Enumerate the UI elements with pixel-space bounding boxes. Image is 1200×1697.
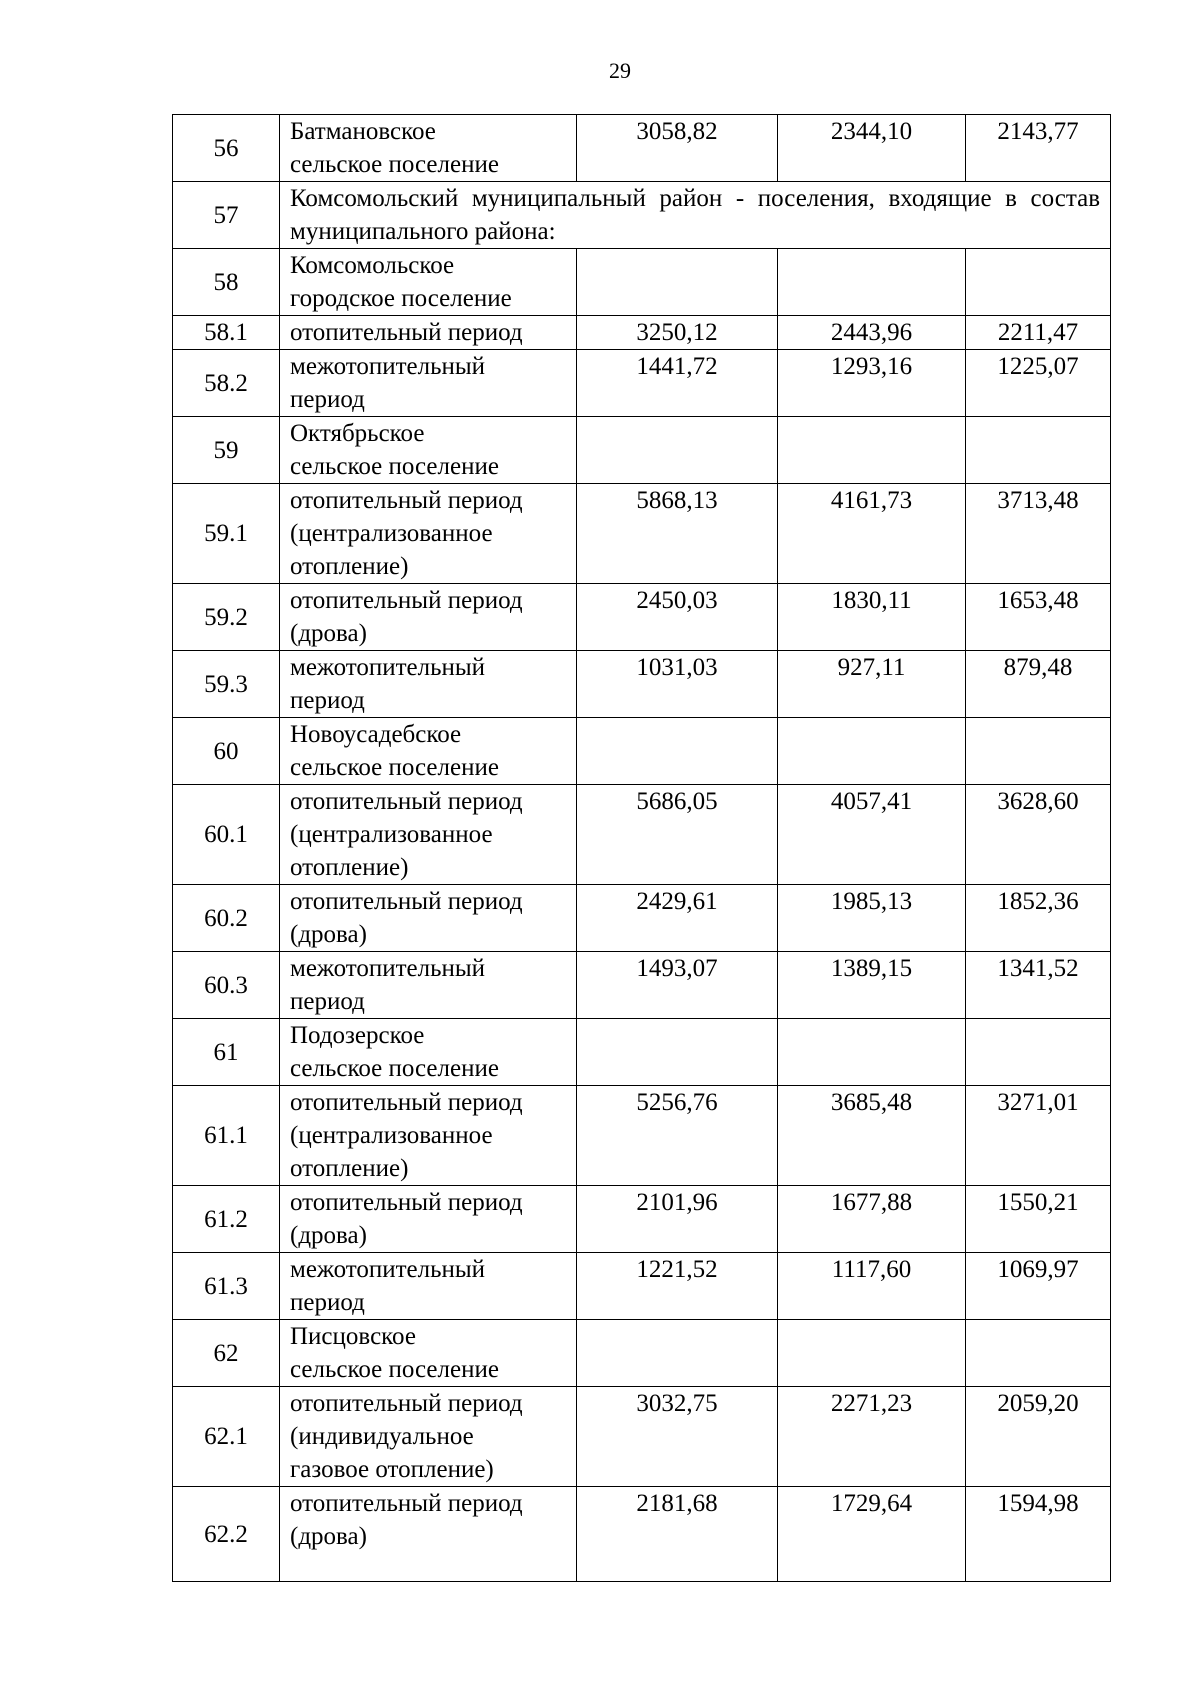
value-cell-1 xyxy=(577,718,778,785)
value-cell-2: 1117,60 xyxy=(778,1253,966,1320)
value-cell-1: 2429,61 xyxy=(577,885,778,952)
value-cell-2: 2344,10 xyxy=(778,115,966,182)
row-name-text: Батмановское сельское поселение xyxy=(290,118,499,178)
value-cell-3 xyxy=(966,1320,1111,1387)
row-name xyxy=(280,718,577,785)
tariff-table xyxy=(172,114,1111,1582)
value-cell-3: 1653,48 xyxy=(966,584,1111,651)
value-cell-1: 5868,13 xyxy=(577,484,778,584)
row-name-text: отопительный период (централизованное отопление) xyxy=(290,788,523,881)
table-row xyxy=(173,1086,1111,1186)
row-number: 60 xyxy=(173,718,280,785)
row-name xyxy=(280,785,577,885)
value-cell-1: 2101,96 xyxy=(577,1186,778,1253)
value-cell-2: 1389,15 xyxy=(778,952,966,1019)
value-cell-3: 1852,36 xyxy=(966,885,1111,952)
value-cell-2 xyxy=(778,718,966,785)
value-cell-3: 3713,48 xyxy=(966,484,1111,584)
value-cell-3: 3271,01 xyxy=(966,1086,1111,1186)
row-name-text: Писцовское сельское поселение xyxy=(290,1323,499,1383)
row-name xyxy=(280,417,577,484)
value-cell-3: 1594,98 xyxy=(966,1487,1111,1582)
value-cell-1: 3058,82 xyxy=(577,115,778,182)
value-cell-2: 4161,73 xyxy=(778,484,966,584)
row-number: 62.2 xyxy=(173,1487,280,1582)
table-row xyxy=(173,1253,1111,1320)
value-cell-1 xyxy=(577,1320,778,1387)
row-name-text: отопительный период (централизованное отопление) xyxy=(290,1089,523,1182)
value-cell-2: 1677,88 xyxy=(778,1186,966,1253)
table-row xyxy=(173,316,1111,350)
value-cell-1: 1031,03 xyxy=(577,651,778,718)
row-name xyxy=(280,952,577,1019)
row-number: 58 xyxy=(173,249,280,316)
value-cell-3: 879,48 xyxy=(966,651,1111,718)
value-cell-1: 3250,12 xyxy=(577,316,778,350)
value-cell-2: 3685,48 xyxy=(778,1086,966,1186)
row-name xyxy=(280,651,577,718)
table-row xyxy=(173,417,1111,484)
row-name-text: отопительный период (дрова) xyxy=(290,1189,523,1249)
value-cell-3: 1341,52 xyxy=(966,952,1111,1019)
table-row xyxy=(173,785,1111,885)
page-number: 29 xyxy=(609,58,631,83)
row-name-text: межотопительный период xyxy=(290,654,486,714)
row-number: 57 xyxy=(173,182,280,249)
row-name-text: отопительный период (дрова) xyxy=(290,1490,523,1550)
table-row xyxy=(173,1186,1111,1253)
row-name-text: Новоусадебское сельское поселение xyxy=(290,721,499,781)
row-number: 59.1 xyxy=(173,484,280,584)
row-name xyxy=(280,584,577,651)
row-name xyxy=(280,115,577,182)
row-number: 59 xyxy=(173,417,280,484)
row-name-text: отопительный период (индивидуальное газовое отопление) xyxy=(290,1390,523,1483)
row-number: 61.1 xyxy=(173,1086,280,1186)
row-name-text: отопительный период (дрова) xyxy=(290,888,523,948)
value-cell-1: 1441,72 xyxy=(577,350,778,417)
row-name xyxy=(280,1186,577,1253)
table-row xyxy=(173,249,1111,316)
row-number: 61.3 xyxy=(173,1253,280,1320)
value-cell-2: 2271,23 xyxy=(778,1387,966,1487)
row-number: 62.1 xyxy=(173,1387,280,1487)
value-cell-3: 1225,07 xyxy=(966,350,1111,417)
value-cell-3: 2059,20 xyxy=(966,1387,1111,1487)
row-number: 61.2 xyxy=(173,1186,280,1253)
value-cell-1: 3032,75 xyxy=(577,1387,778,1487)
value-cell-2: 2443,96 xyxy=(778,316,966,350)
value-cell-3 xyxy=(966,249,1111,316)
value-cell-3: 3628,60 xyxy=(966,785,1111,885)
row-name-text: Октябрьское сельское поселение xyxy=(290,420,499,480)
row-number: 56 xyxy=(173,115,280,182)
row-name xyxy=(280,1019,577,1086)
table-row xyxy=(173,885,1111,952)
table-row xyxy=(173,1387,1111,1487)
value-cell-1: 5256,76 xyxy=(577,1086,778,1186)
table-row xyxy=(173,651,1111,718)
tariff-table-body xyxy=(173,115,1111,1582)
value-cell-3: 2143,77 xyxy=(966,115,1111,182)
row-number: 59.3 xyxy=(173,651,280,718)
row-name-text: отопительный период (дрова) xyxy=(290,587,523,647)
table-row xyxy=(173,1019,1111,1086)
value-cell-1: 1221,52 xyxy=(577,1253,778,1320)
row-number: 58.2 xyxy=(173,350,280,417)
value-cell-3: 1550,21 xyxy=(966,1186,1111,1253)
value-cell-1: 5686,05 xyxy=(577,785,778,885)
row-name xyxy=(280,1086,577,1186)
value-cell-2: 1985,13 xyxy=(778,885,966,952)
row-name xyxy=(280,316,577,350)
row-name xyxy=(280,1387,577,1487)
row-name xyxy=(280,350,577,417)
district-heading: Комсомольский муниципальный район - поселения, входящие в состав муниципального района: xyxy=(280,182,1111,249)
value-cell-3: 1069,97 xyxy=(966,1253,1111,1320)
table-row xyxy=(173,484,1111,584)
table-row xyxy=(173,952,1111,1019)
value-cell-2 xyxy=(778,249,966,316)
value-cell-3 xyxy=(966,1019,1111,1086)
value-cell-1 xyxy=(577,249,778,316)
table-row xyxy=(173,1320,1111,1387)
value-cell-2: 927,11 xyxy=(778,651,966,718)
row-number: 60.3 xyxy=(173,952,280,1019)
value-cell-1: 2450,03 xyxy=(577,584,778,651)
value-cell-2: 1293,16 xyxy=(778,350,966,417)
row-name xyxy=(280,1320,577,1387)
table-row xyxy=(173,1487,1111,1582)
row-number: 61 xyxy=(173,1019,280,1086)
value-cell-2: 1729,64 xyxy=(778,1487,966,1582)
value-cell-2: 1830,11 xyxy=(778,584,966,651)
row-name xyxy=(280,885,577,952)
row-number: 59.2 xyxy=(173,584,280,651)
row-name-text: межотопительный период xyxy=(290,1256,486,1316)
value-cell-2 xyxy=(778,1320,966,1387)
value-cell-3: 2211,47 xyxy=(966,316,1111,350)
row-name-text: Комсомольское городское поселение xyxy=(290,252,512,312)
row-name-text: отопительный период (централизованное отопление) xyxy=(290,487,523,580)
value-cell-2 xyxy=(778,417,966,484)
row-name-text: отопительный период xyxy=(290,319,523,346)
value-cell-3 xyxy=(966,417,1111,484)
row-number: 60.2 xyxy=(173,885,280,952)
table-row xyxy=(173,350,1111,417)
row-name-text: межотопительный период xyxy=(290,353,486,413)
value-cell-1: 1493,07 xyxy=(577,952,778,1019)
row-name-text: Подозерское сельское поселение xyxy=(290,1022,499,1082)
value-cell-1: 2181,68 xyxy=(577,1487,778,1582)
row-name xyxy=(280,1253,577,1320)
value-cell-1 xyxy=(577,417,778,484)
value-cell-3 xyxy=(966,718,1111,785)
row-number: 62 xyxy=(173,1320,280,1387)
table-row xyxy=(173,182,1111,249)
row-name xyxy=(280,484,577,584)
table-row xyxy=(173,115,1111,182)
row-number: 58.1 xyxy=(173,316,280,350)
row-name-text: межотопительный период xyxy=(290,955,486,1015)
row-name xyxy=(280,249,577,316)
value-cell-1 xyxy=(577,1019,778,1086)
table-row xyxy=(173,584,1111,651)
table-row xyxy=(173,718,1111,785)
row-number: 60.1 xyxy=(173,785,280,885)
value-cell-2: 4057,41 xyxy=(778,785,966,885)
row-name xyxy=(280,1487,577,1582)
value-cell-2 xyxy=(778,1019,966,1086)
